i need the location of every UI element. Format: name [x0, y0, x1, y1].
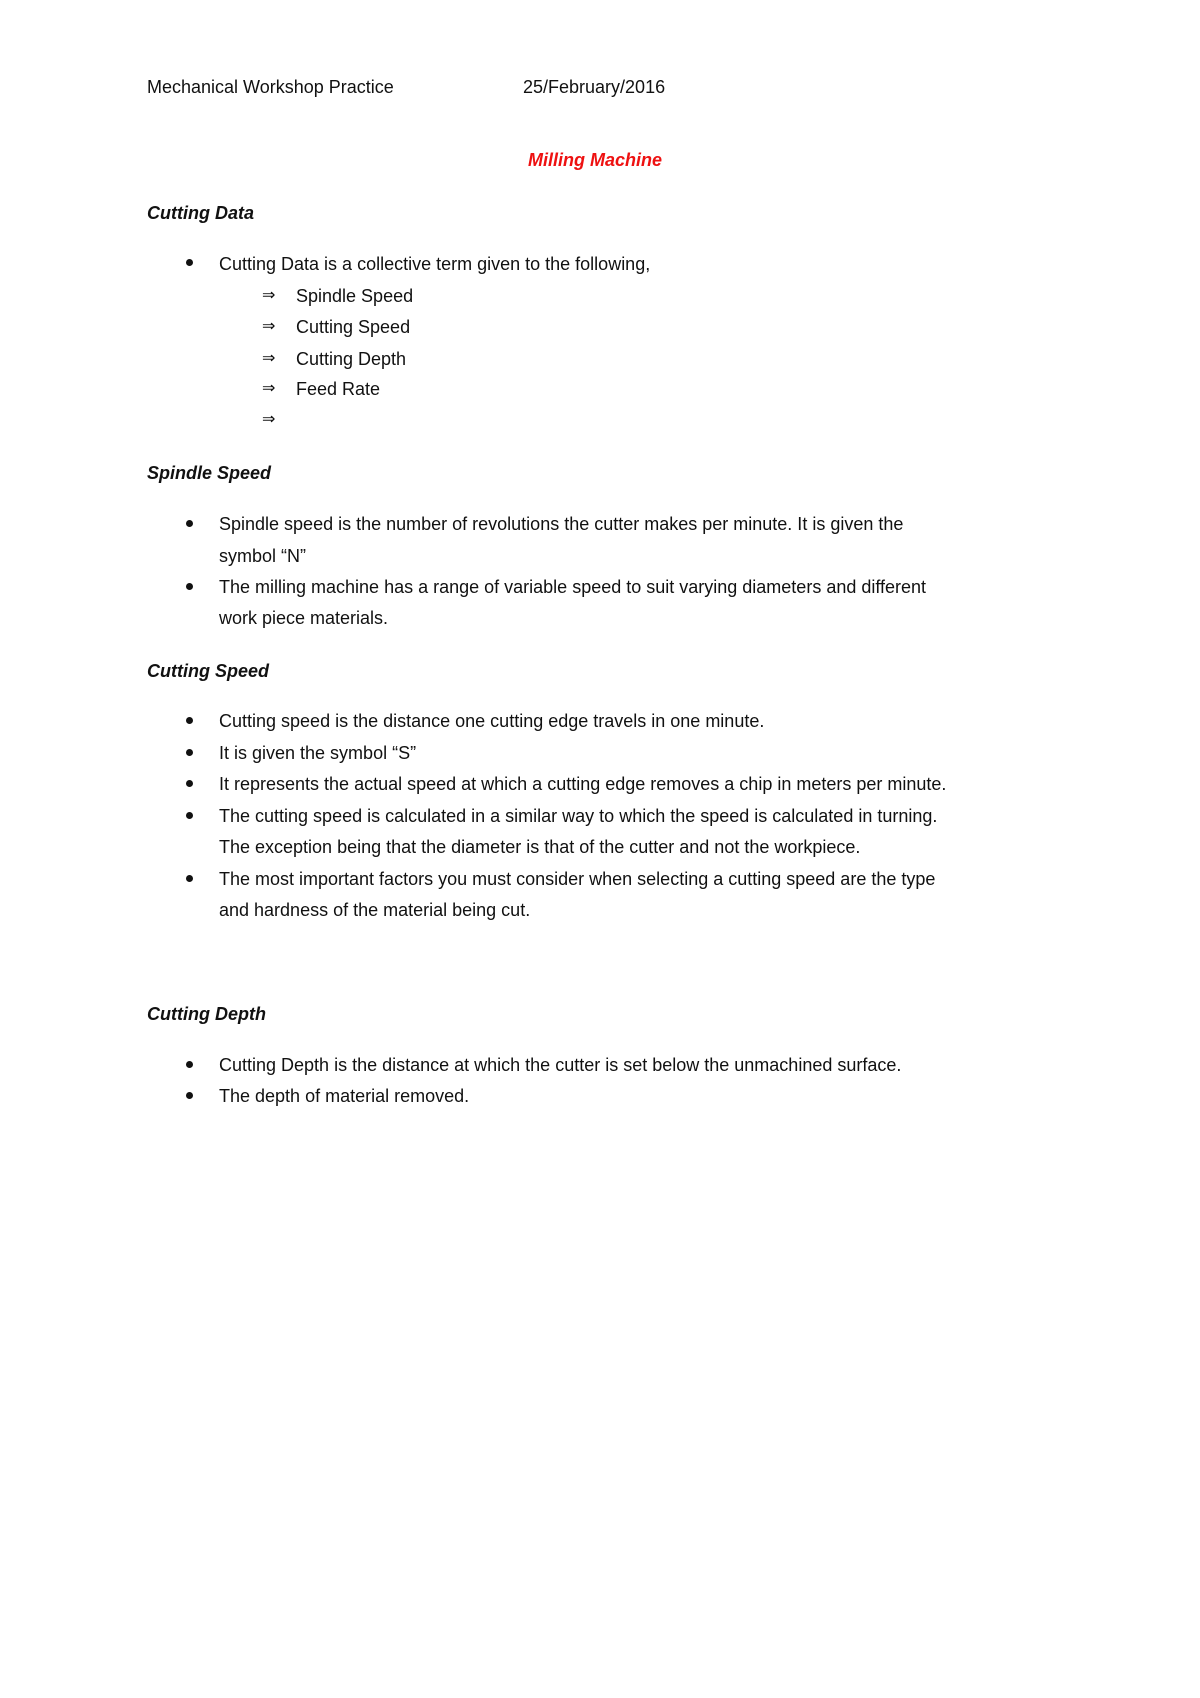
bullet-text: Spindle speed is the number of revolutions the cutter makes per minute. It is given the [219, 514, 904, 534]
bullet-icon [186, 1092, 193, 1099]
bullet-text: symbol “N” [219, 546, 307, 566]
section-heading: Cutting Data [147, 203, 254, 223]
bullet-icon [186, 875, 193, 882]
bullet-icon [186, 780, 193, 787]
bullet-icon [186, 1061, 193, 1068]
bullet-text: It is given the symbol “S” [219, 743, 417, 763]
bullet-icon [186, 520, 193, 527]
bullet-text: The most important factors you must consider when selecting a cutting speed are the type [219, 869, 936, 889]
bullet-text: Cutting Data is a collective term given to the following, [219, 254, 651, 274]
bullet-icon [186, 583, 193, 590]
arrow-icon: ⇒ [262, 380, 276, 397]
bullet-text: The depth of material removed. [219, 1086, 470, 1106]
bullet-icon [186, 717, 193, 724]
subitem-text: Spindle Speed [296, 286, 414, 306]
section-heading: Cutting Depth [147, 1004, 266, 1024]
arrow-icon: ⇒ [262, 350, 276, 367]
section-heading: Spindle Speed [147, 463, 272, 483]
bullet-text: Cutting Depth is the distance at which the cutter is set below the unmachined surface. [219, 1055, 902, 1075]
bullet-text: Cutting speed is the distance one cutting edge travels in one minute. [219, 711, 765, 731]
arrow-icon: ⇒ [262, 411, 276, 428]
bullet-text: The exception being that the diameter is that of the cutter and not the workpiece. [219, 837, 861, 857]
subitem-text: Feed Rate [296, 379, 381, 399]
section-heading: Cutting Speed [147, 661, 269, 681]
bullet-text: The cutting speed is calculated in a similar way to which the speed is calculated in turning. [219, 806, 938, 826]
bullet-text: and hardness of the material being cut. [219, 900, 531, 920]
subitem-text: Cutting Depth [296, 349, 407, 369]
document-title: Milling Machine [528, 150, 663, 170]
arrow-icon: ⇒ [262, 318, 276, 335]
bullet-text: work piece materials. [219, 608, 389, 628]
bullet-text: The milling machine has a range of variable speed to suit varying diameters and different [219, 577, 927, 597]
bullet-icon [186, 812, 193, 819]
arrow-icon: ⇒ [262, 287, 276, 304]
document-date: 25/February/2016 [523, 77, 666, 97]
course-name: Mechanical Workshop Practice [147, 77, 394, 97]
subitem-text: Cutting Speed [296, 317, 411, 337]
bullet-icon [186, 259, 193, 266]
bullet-icon [186, 749, 193, 756]
bullet-text: It represents the actual speed at which a cutting edge removes a chip in meters per minute. [219, 774, 947, 794]
